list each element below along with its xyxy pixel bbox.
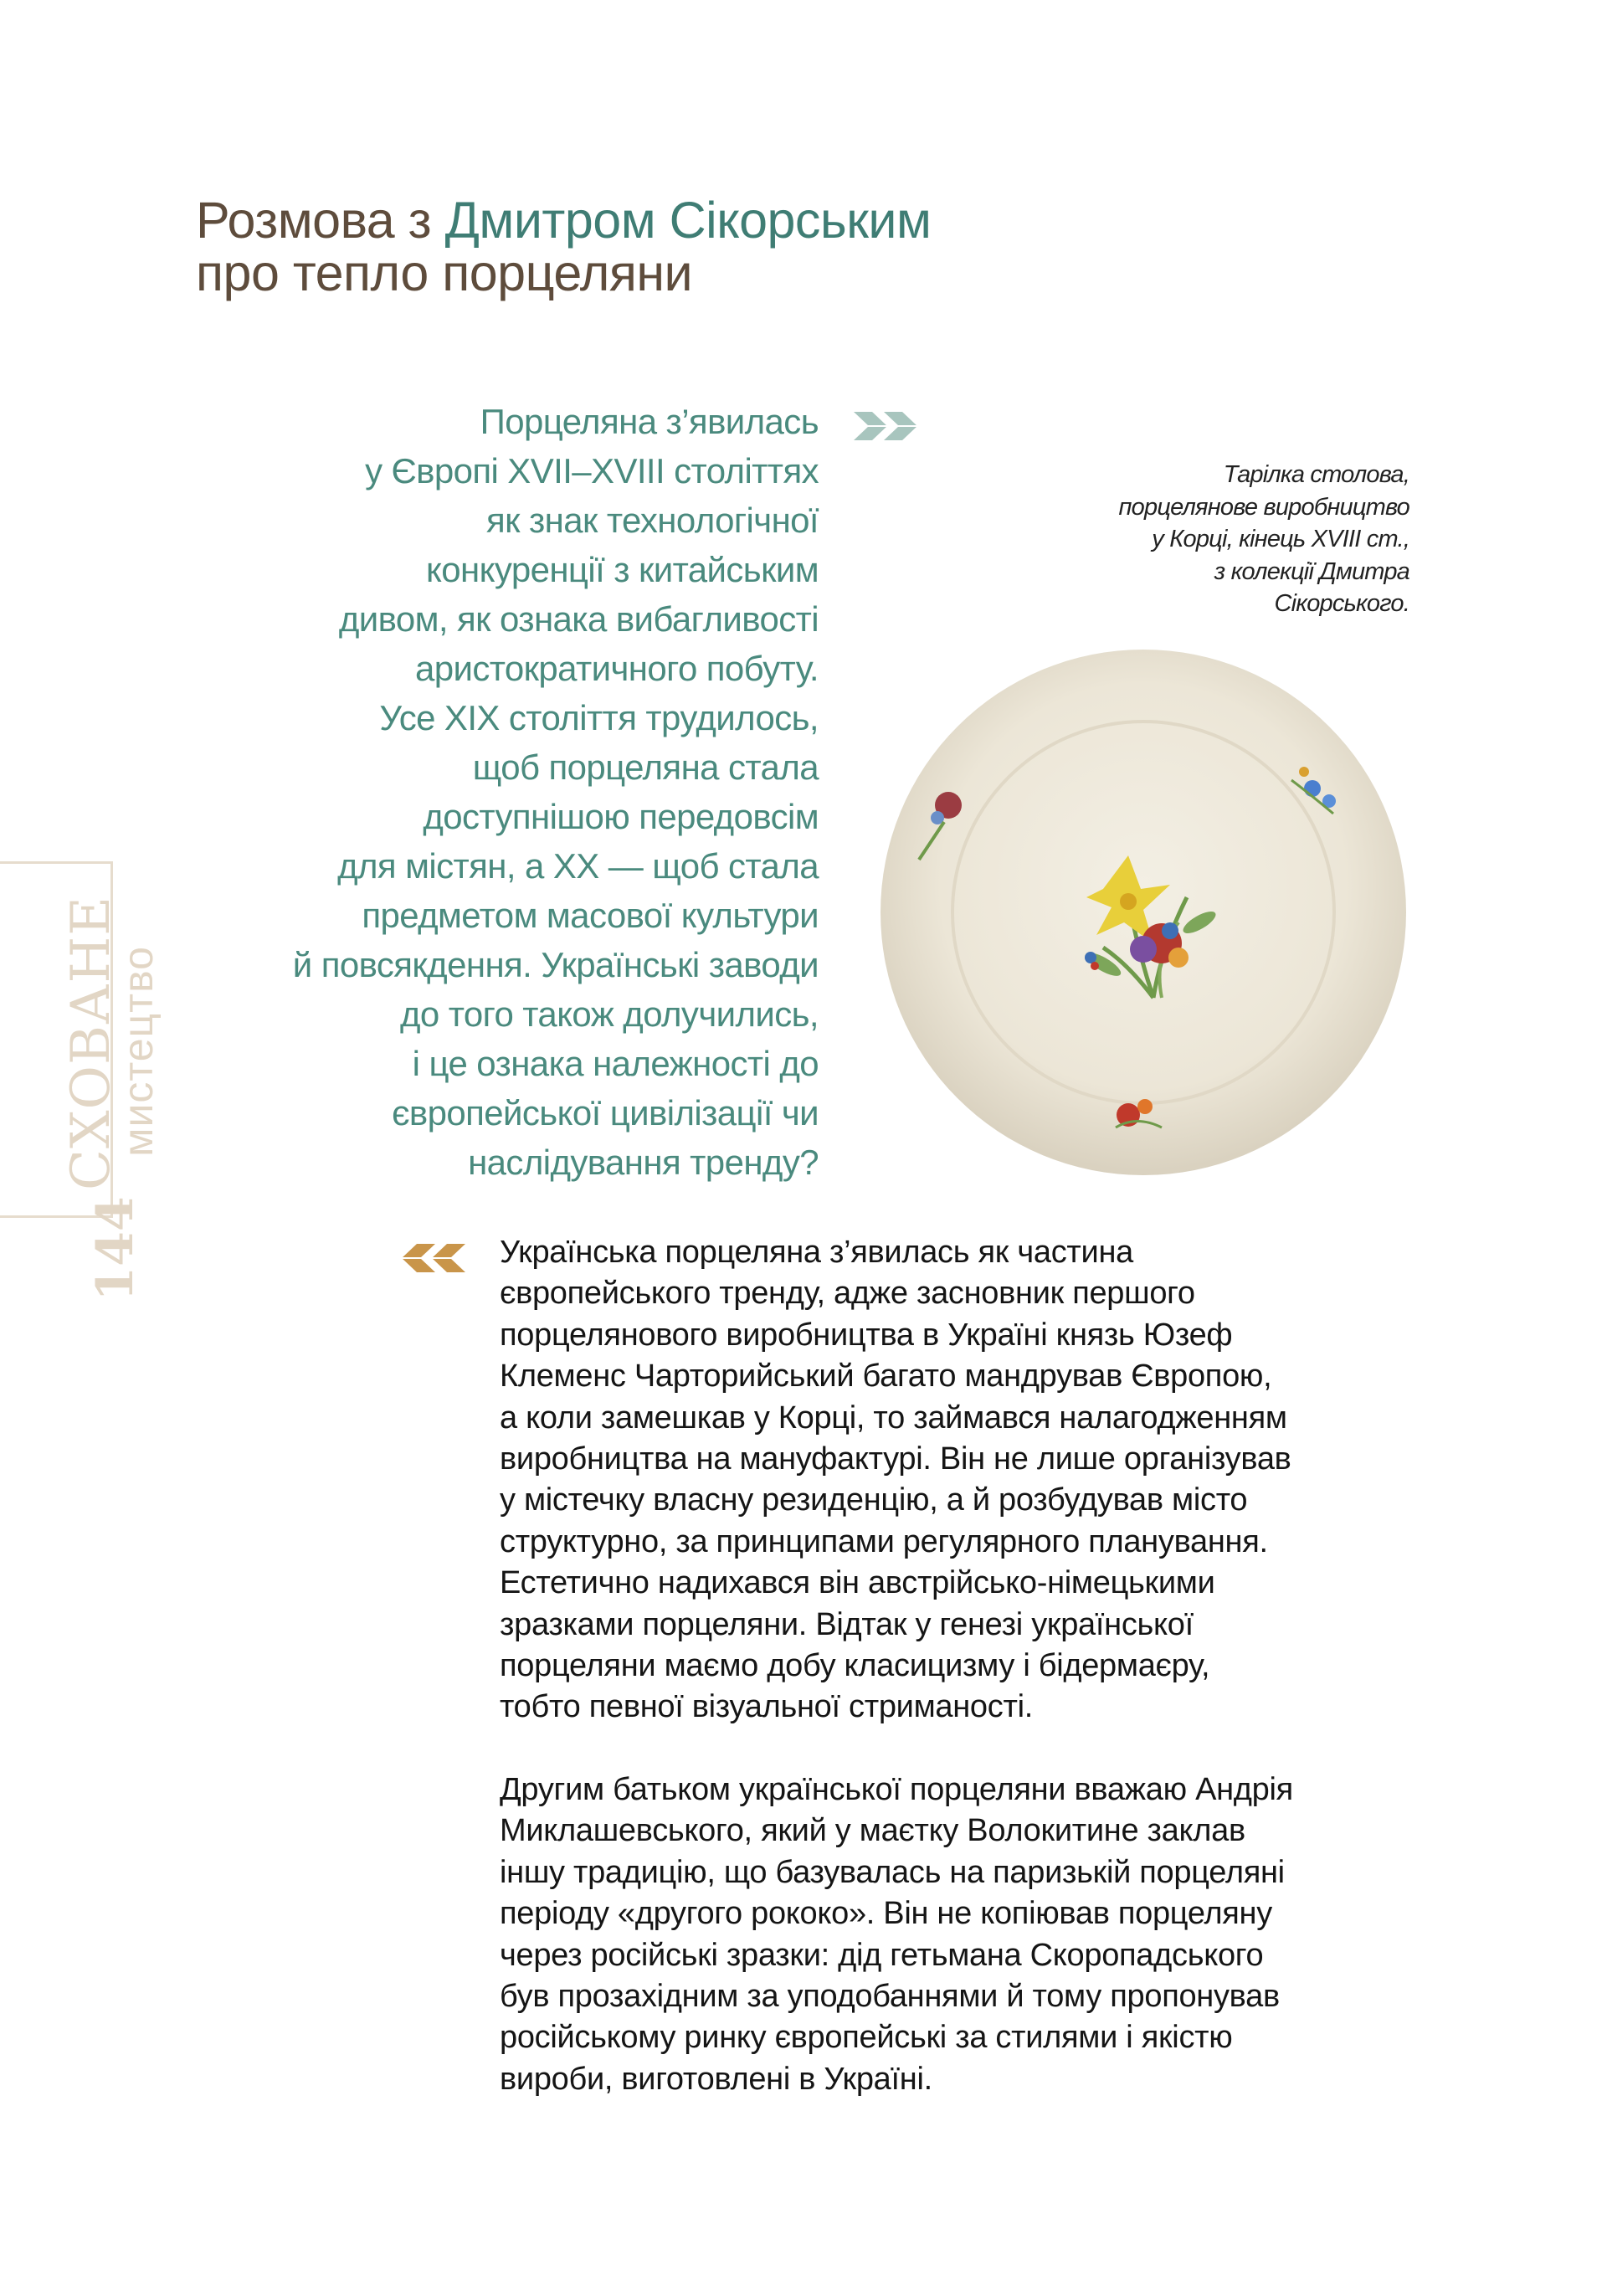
answer-line: Миклашевського, який у маєтку Волокитине заклав	[500, 1813, 1245, 1849]
title-interviewee-name: Дмитром Сікорським	[444, 192, 932, 249]
question-line: Усе XIX століття трудилось,	[379, 698, 819, 737]
answer-line: російському ринку європейські за стилями і якістю	[500, 2020, 1233, 2056]
question-line: щоб порцеляна стала	[472, 747, 819, 787]
page-title	[196, 194, 931, 300]
answer-line: виробництва на мануфактурі. Він не лише організував	[500, 1441, 1291, 1477]
question-line: предметом масової культури	[362, 896, 819, 935]
chevron-left-icon	[400, 1244, 465, 1272]
answer-paragraph-1	[500, 1232, 1293, 1728]
plate-caption	[1119, 459, 1409, 620]
answer-line: Українська порцеляна з’явилась як частина	[500, 1235, 1133, 1270]
chevron-right-icon	[854, 412, 919, 440]
answer-line: через російські зразки: дід гетьмана Скоропадського	[500, 1937, 1264, 1973]
title-line-2: про тепло порцеляни	[196, 244, 693, 301]
answer-line: порцеляни маємо добу класицизму і бідермаєру,	[500, 1648, 1210, 1684]
answer-line: Другим батьком української порцеляни вважаю Андрія	[500, 1771, 1293, 1807]
porcelain-plate-image	[877, 646, 1409, 1179]
answer-line: європейського тренду, адже засновник першого	[500, 1276, 1195, 1312]
answer-line: порцелянового виробництва в Україні князь Юзеф	[500, 1317, 1233, 1353]
caption-line: у Корці, кінець XVIII ст.,	[1152, 526, 1409, 552]
answer-line: був прозахідним за уподобаннями й тому пропонував	[500, 1978, 1280, 2014]
question-line: доступнішою передовсім	[423, 797, 819, 836]
answer-line: Естетично надихався він австрійсько-німецькими	[500, 1565, 1215, 1601]
question-line: європейської цивілізації чи	[392, 1093, 819, 1133]
answer-line: іншу традицію, що базувалась на паризькій порцеляні	[500, 1854, 1285, 1890]
title-part1: Розмова з	[196, 192, 445, 249]
interview-answer	[500, 1232, 1293, 2141]
title-line-1	[196, 194, 931, 247]
answer-line: у містечку власну резиденцію, а й розбудував місто	[500, 1482, 1248, 1518]
question-line: Порцеляна з’явилась	[480, 402, 819, 441]
question-line: до того також долучились,	[399, 994, 819, 1034]
answer-line: Клеменс Чарторийський багато мандрував Європою,	[500, 1359, 1272, 1395]
answer-line: вироби, виготовлені в Україні.	[500, 2061, 932, 2097]
series-subtitle: мистецтво	[115, 946, 162, 1157]
answer-paragraph-2	[500, 1770, 1293, 2100]
question-line: й повсякдення. Українські заводи	[292, 945, 819, 984]
answer-line: тобто певної візуальної стриманості.	[500, 1689, 1033, 1725]
question-line: наслідування тренду?	[468, 1143, 819, 1182]
answer-line: зразками порцеляни. Відтак у генезі української	[500, 1606, 1194, 1642]
question-line: для містян, а XX — щоб стала	[337, 846, 819, 886]
answer-line: а коли замешкав у Корці, то займався налагодженням	[500, 1400, 1287, 1436]
question-line: і це ознака належності до	[412, 1044, 819, 1083]
question-line: аристократичного побуту.	[414, 649, 819, 688]
question-line: як знак технологічної	[486, 501, 819, 540]
caption-line: Тарілка столова,	[1223, 461, 1409, 488]
question-line: у Європі XVII–XVIII століттях	[365, 451, 819, 491]
caption-line: з колекції Дмитра	[1214, 557, 1409, 585]
answer-line: структурно, за принципами регулярного планування.	[500, 1523, 1268, 1559]
interview-question	[65, 397, 819, 1187]
caption-line: Сікорського.	[1274, 590, 1409, 617]
series-title: СХОВАНЕ	[60, 895, 122, 1191]
page-number: 144	[86, 1196, 145, 1302]
question-line: конкуренції з китайським	[426, 550, 819, 589]
answer-line: періоду «другого рококо». Він не копіював порцеляну	[500, 1896, 1272, 1932]
question-line: дивом, як ознака вибагливості	[338, 599, 819, 639]
caption-line: порцелянове виробництво	[1118, 493, 1409, 521]
